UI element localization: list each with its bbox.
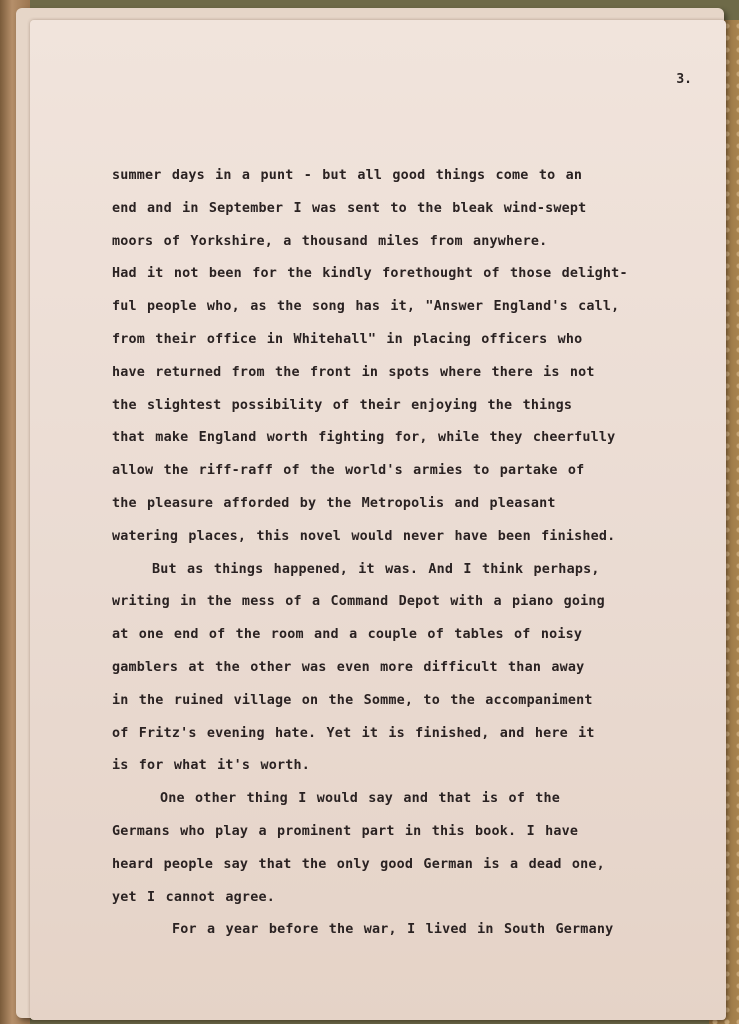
text-line: moors of Yorkshire, a thousand miles from anywhere.	[112, 233, 548, 249]
text-line: at one end of the room and a couple of tables of noisy	[112, 627, 583, 643]
text-line: the slightest possibility of their enjoying the things	[112, 397, 573, 413]
text-line: writing in the mess of a Command Depot with a piano going	[112, 594, 605, 610]
text-line: ful people who, as the song has it, "Answer England's call,	[112, 299, 620, 315]
page-number: 3.	[676, 72, 692, 87]
text-line: from their office in Whitehall" in placing officers who	[112, 331, 583, 347]
text-line: For a year before the war, I lived in South Germany	[172, 922, 614, 938]
text-line: of Fritz's evening hate. Yet it is finished, and here it	[112, 725, 595, 741]
text-line: end and in September I was sent to the bleak wind-swept	[112, 200, 587, 216]
text-line: have returned from the front in spots where there is not	[112, 364, 595, 380]
text-line: But as things happened, it was. And I think perhaps,	[152, 561, 600, 577]
text-line: the pleasure afforded by the Metropolis and pleasant	[112, 495, 556, 511]
text-line: Had it not been for the kindly forethought of those delight-	[112, 266, 628, 282]
text-line: heard people say that the only good German is a dead one,	[112, 856, 605, 872]
page-stack	[16, 8, 724, 1018]
text-line: allow the riff-raff of the world's armies to partake of	[112, 463, 585, 479]
text-line: watering places, this novel would never have been finished.	[112, 528, 616, 544]
text-line: is for what it's worth.	[112, 758, 311, 774]
text-line: One other thing I would say and that is of the	[160, 791, 561, 807]
text-line: gamblers at the other was even more difficult than away	[112, 659, 585, 675]
text-line: that make England worth fighting for, while they cheerfully	[112, 430, 616, 446]
text-line: summer days in a punt - but all good things come to an	[112, 168, 583, 183]
document-page	[30, 20, 726, 1020]
text-line: yet I cannot agree.	[112, 889, 275, 905]
text-line: Germans who play a prominent part in this book. I have	[112, 823, 579, 839]
text-line: in the ruined village on the Somme, to the accompaniment	[112, 692, 593, 708]
body-text	[112, 160, 712, 947]
